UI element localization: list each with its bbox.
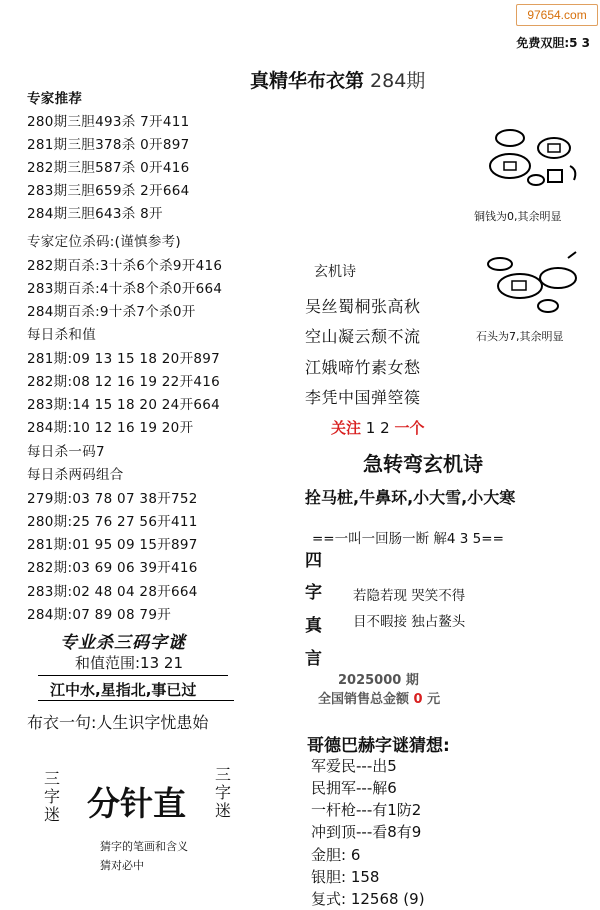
zimi-right-vertical: 三字迷	[214, 765, 231, 820]
daily-pair-line: 279期:03 78 07 38开752	[27, 491, 198, 507]
focus-nums: 1 2	[365, 419, 390, 437]
sales-issue: 2025000 期	[338, 673, 419, 688]
four-words-char: 真	[305, 616, 322, 636]
turn-phrase: ==一叫一回肠一断 解4 3 5==	[312, 531, 504, 547]
divider	[38, 675, 228, 676]
buyi-line: 布衣一句:人生识字忧患始	[27, 713, 209, 732]
four-words-line: 若隐若现 哭笑不得	[353, 588, 466, 604]
sales-line	[318, 688, 440, 707]
stones-picture	[478, 248, 588, 318]
goedel-line: 军爱民---出5	[311, 757, 397, 775]
zimi-hint: 猜字的笔画和含义	[100, 840, 188, 853]
site-logo[interactable]: 97654.com	[516, 4, 598, 26]
poem-line: 江娥啼竹素女愁	[305, 358, 421, 377]
turn-title: 急转弯玄机诗	[363, 452, 483, 476]
issue-number: 284期	[370, 70, 426, 92]
coins-picture	[470, 118, 590, 198]
turn-line: 拴马桩,牛鼻环,小大雪,小大寒	[305, 488, 516, 507]
expert-line: 284期三胆643杀 8开	[27, 206, 163, 222]
goedel-line: 银胆: 158	[311, 868, 380, 886]
focus-label: 关注	[331, 419, 362, 437]
zimi-left-vertical: 三字迷	[43, 769, 60, 824]
four-words-char: 四	[305, 551, 322, 571]
daily-sum-line: 281期:09 13 15 18 20开897	[27, 351, 221, 367]
goedel-title: 哥德巴赫字谜猜想:	[307, 736, 450, 756]
goedel-line: 冲到顶---看8有9	[311, 823, 422, 841]
goedel-line: 一杆枪---有1防2	[311, 801, 422, 819]
sales-label: 全国销售总金额	[318, 692, 410, 707]
page-title	[250, 66, 425, 93]
daily-pair-heading: 每日杀两码组合	[27, 467, 124, 483]
expert-line: 280期三胆493杀 7开411	[27, 114, 190, 130]
coins-caption: 铜钱为0,其余明显	[474, 210, 562, 223]
expert-line: 281期三胆378杀 0开897	[27, 137, 190, 153]
divider	[38, 700, 234, 701]
riddle3-title: 专业杀三码字谜	[60, 633, 186, 653]
daily-sum-line: 282期:08 12 16 19 22开416	[27, 374, 221, 390]
stones-caption: 石头为7,其余明显	[476, 330, 564, 343]
zimi-center: 分针直	[87, 784, 186, 823]
expert-line: 283期三胆659杀 2开664	[27, 183, 190, 199]
goedel-line: 金胆: 6	[311, 846, 361, 864]
daily-pair-line: 284期:07 89 08 79开	[27, 607, 172, 623]
goedel-line: 复式: 12568 (9)	[311, 890, 425, 908]
daily-sum-heading: 每日杀和值	[27, 327, 96, 343]
position-kill-heading: 专家定位杀码:(谨慎参考)	[27, 234, 181, 250]
title-text: 真精华布衣第	[250, 70, 365, 92]
goedel-line: 民拥军---解6	[311, 779, 397, 797]
four-words-line: 目不暇接 独占鳌头	[353, 614, 466, 630]
position-kill-line: 282期百杀:3十杀6个杀9开416	[27, 258, 223, 274]
poem-line: 空山凝云颓不流	[305, 327, 421, 346]
four-words-char: 言	[305, 649, 322, 669]
poem-line: 李凭中国弹箜篌	[305, 388, 421, 407]
poem-line: 吴丝蜀桐张高秋	[305, 297, 421, 316]
zimi-hint: 猜对必中	[100, 859, 144, 872]
daily-pair-line: 280期:25 76 27 56开411	[27, 514, 198, 530]
riddle3-phrase: 江中水,星指北,事已过	[50, 681, 197, 699]
expert-line: 282期三胆587杀 0开416	[27, 160, 190, 176]
focus-suffix: 一个	[394, 419, 425, 437]
focus-line	[331, 417, 424, 438]
expert-heading: 专家推荐	[27, 91, 83, 107]
daily-sum-line: 283期:14 15 18 20 24开664	[27, 397, 221, 413]
daily-pair-line: 282期:03 69 06 39开416	[27, 560, 198, 576]
sales-amount: 0	[413, 692, 423, 707]
position-kill-line: 284期百杀:9十杀7个杀0开	[27, 304, 196, 320]
daily-pair-line: 281期:01 95 09 15开897	[27, 537, 198, 553]
daily-pair-line: 283期:02 48 04 28开664	[27, 584, 198, 600]
four-words-char: 字	[305, 583, 322, 603]
daily-one-kill: 每日杀一码7	[27, 444, 105, 460]
position-kill-line: 283期百杀:4十杀8个杀0开664	[27, 281, 223, 297]
free-pair: 免费双胆:5 3	[516, 36, 590, 50]
daily-sum-line: 284期:10 12 16 19 20开	[27, 420, 194, 436]
poem-heading: 玄机诗	[314, 264, 356, 280]
riddle3-range: 和值范围:13 21	[75, 654, 183, 672]
sales-unit: 元	[427, 692, 441, 707]
